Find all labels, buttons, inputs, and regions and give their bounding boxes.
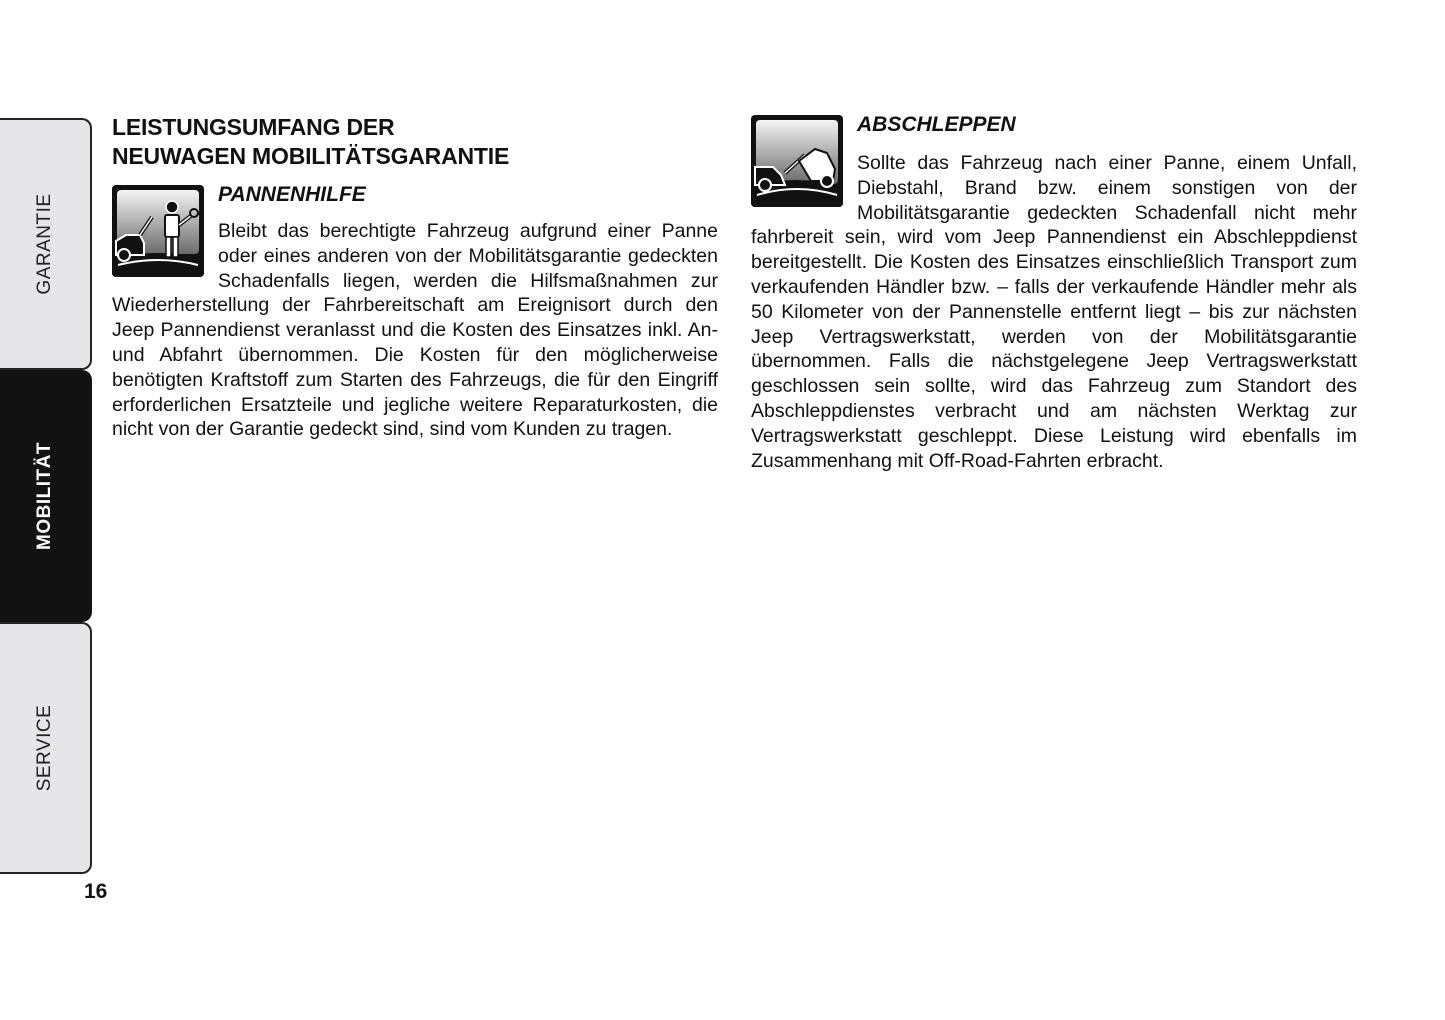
- side-tabs: [0, 118, 93, 874]
- towing-icon: [751, 115, 843, 207]
- tab-service[interactable]: [0, 622, 92, 874]
- tab-garantie[interactable]: [0, 118, 92, 370]
- page-title: [112, 113, 718, 171]
- page-title-line-1: LEISTUNGSUMFANG DER: [112, 114, 395, 140]
- tab-garantie-label: GARANTIE: [34, 193, 55, 295]
- tab-service-label: SERVICE: [34, 704, 55, 792]
- section-body-abschleppen: Sollte das Fahrzeug nach einer Panne, einem Unfall, Diebstahl, Brand bzw. einem sonstigen von der Mobilitätsgarantie gedeckten Schadenfall nicht mehr fahrbereit sein, wird vom Jeep Pannendienst ein Abschleppdienst bereitgestellt. Die Kosten des Einsatzes einschließlich Transport zum verkaufenden Händler bzw. – falls der verkaufende Händler mehr als 50 Kilometer von der Pannenstelle entfernt liegt – bis zur nächsten Jeep Vertragswerkstatt, werden von der Mobilitätsgarantie übernommen. Falls die nächstgelegene Jeep Vertragswerkstatt geschlossen sein sollte, wird das Fahrzeug zum Standort des Abschleppdienstes verbracht und am nächsten Werktag zur Vertragswerkstatt geschleppt. Diese Leistung wird ebenfalls im Zusammenhang mit Off-Road-Fahrten erbracht.: [751, 152, 1357, 472]
- section-heading-abschleppen: ABSCHLEPPEN: [857, 113, 1016, 136]
- page-title-line-2: NEUWAGEN MOBILITÄTSGARANTIE: [112, 143, 510, 169]
- right-column: [751, 113, 1357, 473]
- tab-mobilitaet-label: MOBILITÄT: [34, 442, 55, 550]
- page-number: 16: [84, 880, 108, 903]
- roadside-assistance-icon: [112, 185, 204, 277]
- tab-mobilitaet[interactable]: [0, 370, 92, 622]
- section-body-pannenhilfe: Bleibt das berechtigte Fahrzeug aufgrund einer Panne oder eines anderen von der Mobilitätsgarantie gedeckten Schadenfalls liegen, werden die Hilfsmaßnahmen zur Wiederherstellung der Fahrbereitschaft am Ereignisort durch den Jeep Pannendienst veranlasst und die Kosten des Einsatzes inkl. An- und Abfahrt übernommen. Die Kosten für den möglicherweise benötigten Kraftstoff zum Starten des Fahrzeugs, die für den Eingriff erforderlichen Ersatzteile und jegliche weitere Reparaturkosten, die nicht von der Garantie gedeckt sind, sind vom Kunden zu tragen.: [112, 220, 718, 441]
- section-heading-pannenhilfe: PANNENHILFE: [218, 183, 366, 206]
- left-column: [112, 113, 718, 442]
